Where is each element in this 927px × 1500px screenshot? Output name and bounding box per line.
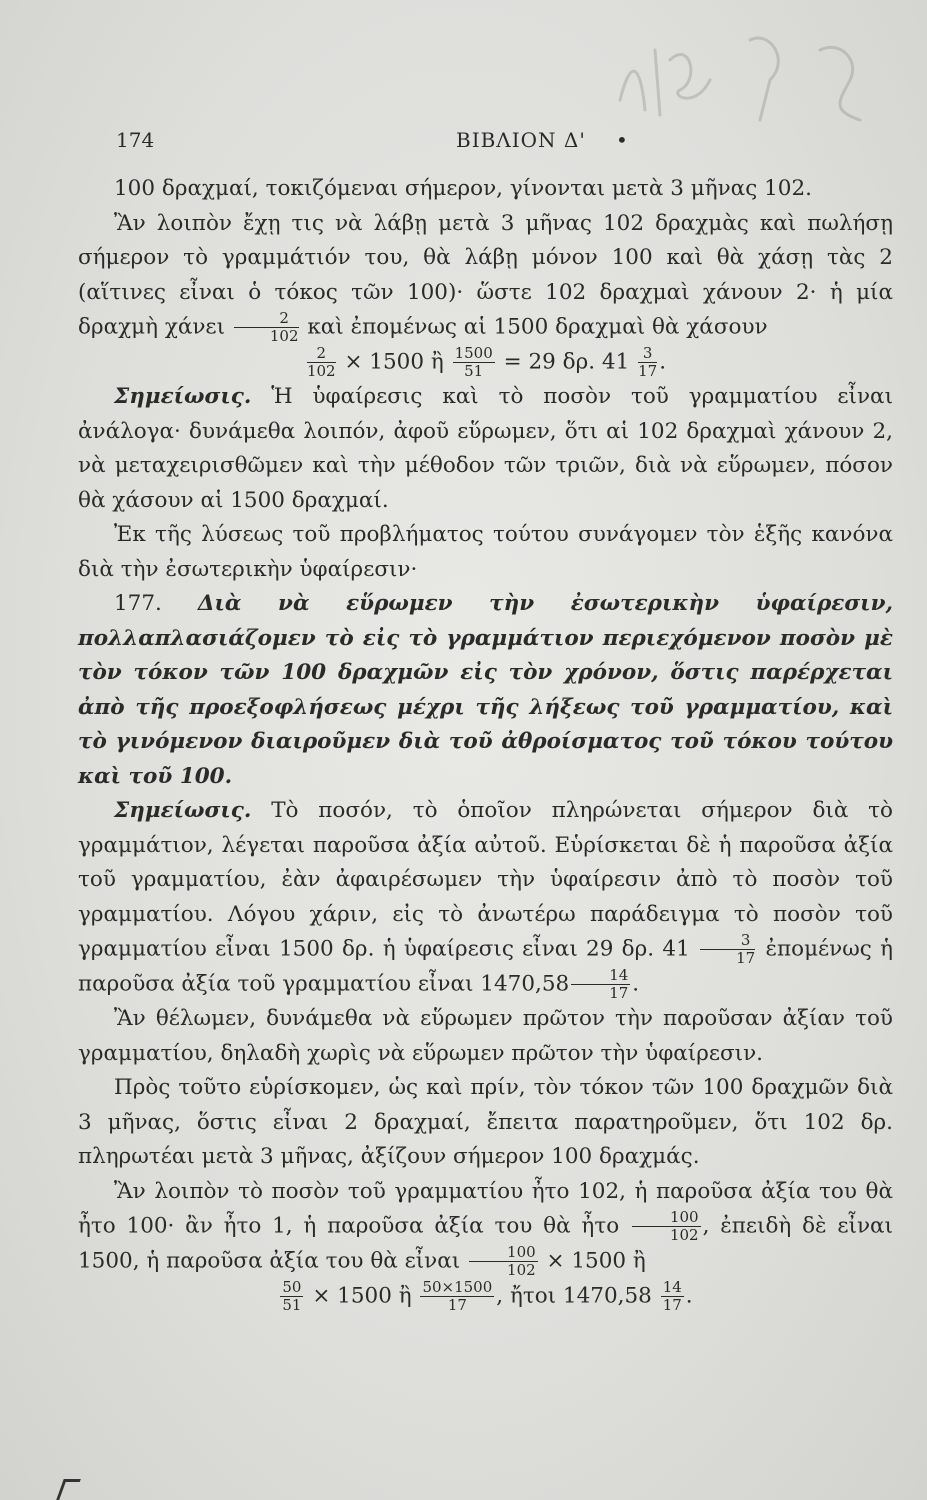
paragraph-6-text-b: ἐπειδὴ δὲ εἶναι 1500, ἡ παροῦσα ἀξία του θὰ εἶναι [78,1213,893,1274]
rule-177 [78,587,893,794]
equation-1: $\frac{2}{102}$ × 1500 ἢ $\frac{1500}{51}$ = 29 δρ. 41 $\frac{3}{17}$ . [306,344,667,380]
note-1-text: Ἡ ὑφαίρεσις καὶ τὸ ποσὸν τοῦ γραμματίου εἶναι ἀνάλογα· δυνάμεθα λοιπόν, ἀφοῦ εὕρωμεν, ὅτι αἱ 102 δραχμαὶ χάνουν 2, νὰ μεταχειρισθῶμεν καὶ τὴν μέθοδον τῶν τριῶν, διὰ νὰ εὕρωμεν, πόσον θὰ χάσουν αἱ 1500 δραχμαί. [78,384,894,513]
equation-2: $\frac{50}{51}$ × 1500 ἢ $\frac{50\times 1500}{17}$ , ἤτοι 1470,58 $\frac{14}{17}$ . [282,1278,693,1314]
note-2-tail: ἐπομένως ἡ παροῦσα ἀξία τοῦ γραμματίου εἶναι 1470,58 [78,936,893,997]
note-1-label: Σημείωσις. [114,384,252,409]
note-2-fraction-3-over-17: $\frac{3}{17}$ [700,932,755,967]
running-head: ΒΙΒΛΙΟΝ Δ' [456,128,586,152]
note-1 [78,380,893,518]
header-dot: • [616,128,628,152]
eq2-fraction-50-over-51: $\frac{50}{51}$ [282,1278,302,1314]
corner-mark [56,1479,81,1500]
eq2-times: × 1500 ἢ [312,1283,412,1309]
note-2-text: Τὸ ποσόν, τὸ ὁποῖον πληρώνεται σήμερον διὰ τὸ γραμμάτιον, λέγεται παροῦσα ἀξία αὐτοῦ. Εὑρίσκεται δὲ ἡ παροῦσα ἀξία τοῦ γραμματίου, ἐὰν ἀφαιρέσωμεν τὴν ὑφαίρεσιν ἀπὸ τὸ ποσὸν τοῦ γραμματίου. Λόγου χάριν, εἰς τὸ ἀνωτέρω παράδειγμα τὸ ποσὸν τοῦ γραμματίου εἶναι 1500 δρ. ἡ ὑφαίρεσις εἶναι 29 δρ. 41 [78,798,893,962]
paragraph-5: Πρὸς τοῦτο εὑρίσκομεν, ὡς καὶ πρίν, τὸν τόκον τῶν 100 δραχμῶν διὰ 3 μῆνας, ὅστις εἶναι 2 δραχμαί, ἔπειτα παρατηροῦμεν, ὅτι 102 δρ. πληρωτέαι μετὰ 3 μῆνας, ἀξίζουν σήμερον 100 δραχμάς. [78,1075,893,1169]
eq1-fraction-2-over-102: $\frac{2}{102}$ [306,344,336,380]
paragraph-2-text-a: Ἂν λοιπὸν ἔχῃ τις νὰ λάβῃ μετὰ 3 μῆνας 102 δραχμὰς καὶ πωλήσῃ σήμερον τὸ γραμμάτιόν του, θὰ λάβῃ μόνον 100 καὶ θὰ χάσῃ τὰς 2 (αἵτινες εἶναι ὁ τόκος τῶν 100)· ὥστε 102 δραχμαὶ χάνουν 2· ἡ μία δραχμὴ χάνει [78,210,893,340]
paragraph-2-text-b: καὶ ἐπομένως αἱ 1500 δραχμαὶ θὰ χάσουν [307,314,768,340]
paragraph-6: Ἂν λοιπὸν τὸ ποσὸν τοῦ γραμματίου ἦτο 102, ἡ παροῦσα ἀξία του θὰ ἦτο 100· ἂν ἦτο 1, ἡ παροῦσα ἀξία του θὰ ἦτο $\frac{100}{102}$ , ἐπειδὴ δὲ εἶναι 1500, ἡ παροῦσα ἀξία του θὰ εἶναι $\frac{100}{102}$ × 1500 ἢ [78,1178,893,1279]
paragraph-4: Ἂν θέλωμεν, δυνάμεθα νὰ εὕρωμεν πρῶτον τὴν παροῦσαν ἀξίαν τοῦ γραμματίου, δηλαδὴ χωρὶς νὰ εὕρωμεν πρῶτον τὴν ὑφαίρεσιν. [78,1006,893,1066]
fraction-2-over-102: $\frac{2}{102}$ [234,310,299,345]
eq2-fraction-50x1500-over-17: $\frac{50\times 1500}{17}$ [422,1278,493,1314]
paragraph-2 [78,207,893,346]
page-body [78,172,893,1314]
p6-fraction-100-over-102-b: $\frac{100}{102}$ [469,1244,538,1279]
note-2: Σημείωσις. Τὸ ποσόν, τὸ ὁποῖον πληρώνεται σήμερον διὰ τὸ γραμμάτιον, λέγεται παροῦσα ἀξία αὐτοῦ. Εὑρίσκεται δὲ ἡ παροῦσα ἀξία τοῦ γραμματίου, ἐὰν ἀφαιρέσωμεν τὴν ὑφαίρεσιν ἀπὸ τὸ ποσὸν τοῦ γραμματίου. Λόγου χάριν, εἰς τὸ ἀνωτέρω παράδειγμα τὸ ποσὸν τοῦ γραμματίου εἶναι 1500 δρ. ἡ ὑφαίρεσις εἶναι 29 δρ. 41 $\frac{3}{17}$ ἐπομένως ἡ παροῦσα ἀξία τοῦ γραμματίου εἶναι 1470,58 $\frac{14}{17}$ . [78,798,893,1002]
eq2-result: , ἤτοι 1470,58 [496,1283,652,1309]
rule-text: Διὰ νὰ εὕρωμεν τὴν ἐσωτερικὴν ὑφαίρεσιν, πολλαπλασιάζομεν τὸ εἰς τὸ γραμμάτιον περιεχόμενον ποσὸν μὲ τὸν τόκον τῶν 100 δραχμῶν εἰς τὸν χρόνον, ὅστις παρέρχεται ἀπὸ τῆς προεξοφλήσεως μέχρι τῆς λήξεως τοῦ γραμματίου, καὶ τὸ γινόμενον διαιροῦμεν διὰ τοῦ ἀθροίσματος τοῦ τόκου τούτου καὶ τοῦ 100. [78,591,893,789]
note-2-fraction-14-over-17: $\frac{14}{17}$ [571,967,630,1002]
paragraph-1: 100 δραχμαί, τοκιζόμεναι σήμερον, γίνονται μετὰ 3 μῆνας 102. [114,176,812,201]
paragraph-6-text-c: × 1500 ἢ [546,1248,646,1274]
paragraph-3: Ἐκ τῆς λύσεως τοῦ προβλήματος τούτου συνάγομεν τὸν ἑξῆς κανόνα διὰ τὴν ἐσωτερικὴν ὑφαίρεσιν· [78,522,893,582]
paragraph-6-text-a: Ἂν λοιπὸν τὸ ποσὸν τοῦ γραμματίου ἦτο 102, ἡ παροῦσα ἀξία του θὰ ἦτο 100· ἂν ἦτο 1, ἡ παροῦσα ἀξία του θὰ ἦτο [78,1178,893,1239]
note-2-label: Σημείωσις. [114,798,252,823]
p6-fraction-100-over-102: $\frac{100}{102}$ [632,1209,701,1244]
eq1-times: × 1500 ἢ [344,349,444,375]
page-number: 174 [116,128,155,152]
handwritten-scribble [600,20,880,140]
eq2-fraction-14-over-17: $\frac{14}{17}$ [662,1278,682,1314]
eq1-fraction-3-over-17: $\frac{3}{17}$ [638,344,658,380]
rule-number: 177. [114,591,162,616]
page-header [116,128,867,164]
eq1-result: = 29 δρ. 41 [503,349,630,375]
eq1-fraction-1500-over-51: $\frac{1500}{51}$ [454,344,493,380]
